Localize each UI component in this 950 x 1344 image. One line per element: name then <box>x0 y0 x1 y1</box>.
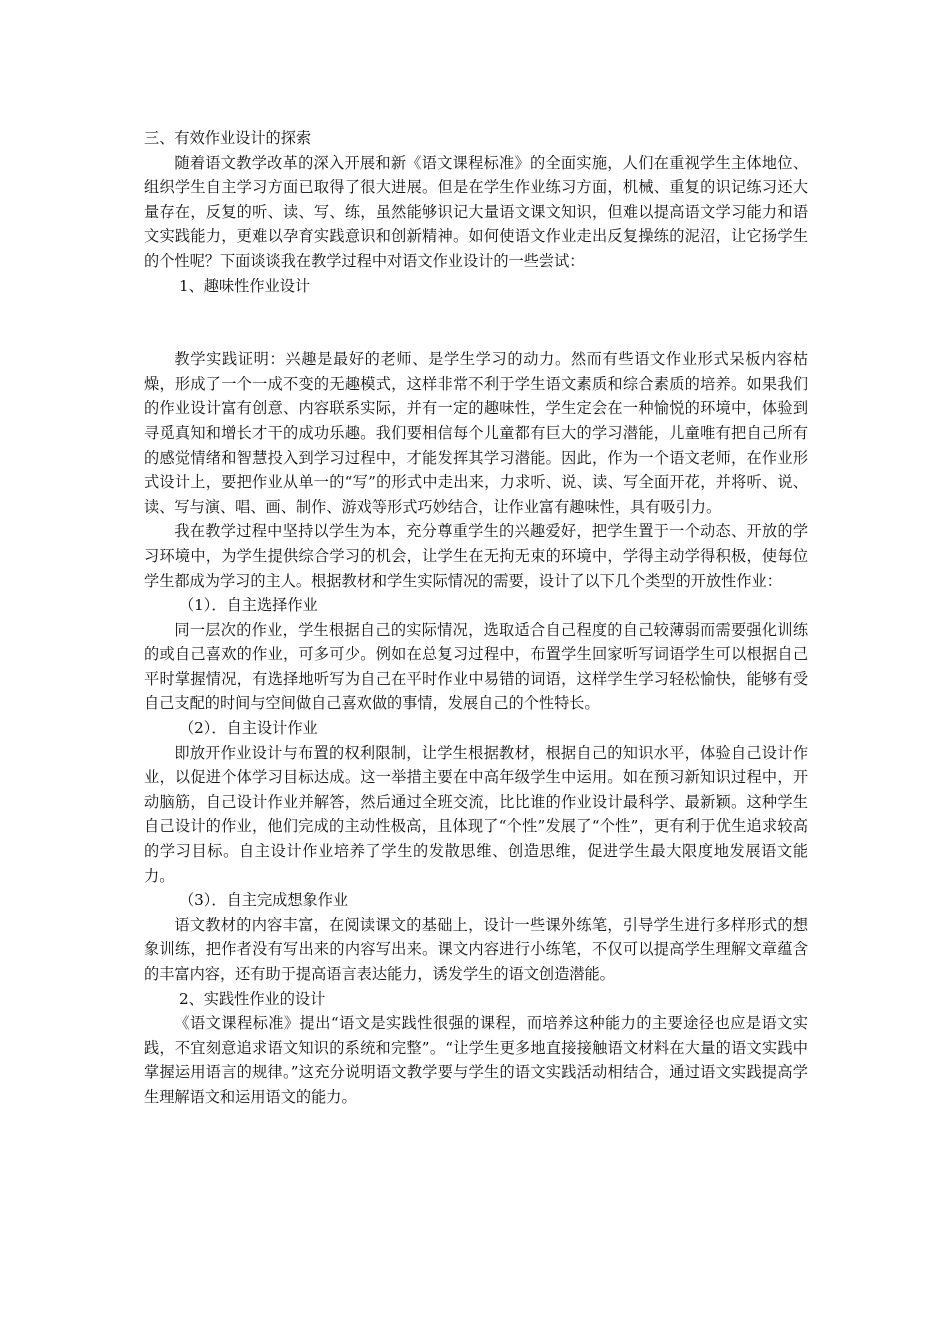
paragraph-imagination: 语文教材的内容丰富，在阅读课文的基础上，设计一些课外练笔，引导学生进行多样形式的想象训练，把作者没有写出来的内容写出来。课文内容进行小练笔，不仅可以提高学生理解文章蕴含的丰富内容，还有助于提高语言表达能力，诱发学生的语文创造潜能。 <box>144 915 808 983</box>
intro-paragraph: 随着语文教学改革的深入开展和新《语文课程标准》的全面实施，人们在重视学生主体地位、组织学生自主学习方面已取得了很大进展。但是在学生作业练习方面，机械、重复的识记练习还大量存在，反复的听、读、写、练，虽然能够识记大量语文课文知识，但难以提高语文学习能力和语文实践能力，更难以孕育实践意识和创新精神。如何使语文作业走出反复操练的泥沼，让它扬学生的个性呢？下面谈谈我在教学过程中对语文作业设计的一些尝试： <box>144 153 808 270</box>
document-body <box>144 126 808 1110</box>
subheading-self-selection: （1）．自主选择作业 <box>178 596 318 615</box>
paragraph-self-selection: 同一层次的作业，学生根据自己的实际情况，选取适合自己程度的自己较薄弱而需要强化训练的或自己喜欢的作业，可多可少。例如在总复习过程中，布置学生回家听写词语学生可以根据自己平时掌握情况，有选择地听写为自己在平时作业中易错的词语，这样学生学习轻松愉快，能够有受自己支配的时间与空间做自己喜欢做的事情，发展自己的个性特长。 <box>144 620 808 713</box>
subheading-self-design: （2）．自主设计作业 <box>178 719 318 738</box>
paragraph-interest: 教学实践证明：兴趣是最好的老师、是学生学习的动力。然而有些语文作业形式呆板内容枯燥，形成了一个一成不变的无趣模式，这样非常不利于学生语文素质和综合素质的培养。如果我们的作业设计富有创意、内容联系实际，并有一定的趣味性，学生定会在一种愉悦的环境中，体验到寻觅真知和增长才干的成功乐趣。我们要相信每个儿童都有巨大的学习潜能，儿童唯有把自己所有的感觉情绪和智慧投入到学习过程中，才能发挥其学习潜能。因此，作为一个语文老师，在作业形式设计上，要把作业从单一的“写”的形式中走出来，力求听、说、读、写全面开花，并将听、说、读、写与演、唱、画、制作、游戏等形式巧妙结合，让作业富有趣味性，具有吸引力。 <box>144 350 808 516</box>
heading-practice-homework: 2、实践性作业的设计 <box>178 989 326 1008</box>
paragraph-self-design: 即放开作业设计与布置的权利限制，让学生根据教材，根据自己的知识水平，体验自己设计作业，以促进个体学习目标达成。这一举措主要在中高年级学生中运用。如在预习新知识过程中，开动脑筋，自己设计作业并解答，然后通过全班交流，比比谁的作业设计最科学、最新颖。这种学生自己设计的作业，他们完成的主动性极高，且体现了“个性”发展了“个性”，更有利于优生追求较高的学习目标。自主设计作业培养了学生的发散思维、创造思维，促进学生最大限度地发展语文能力。 <box>144 743 808 885</box>
paragraph-practice: 《语文课程标准》提出“语文是实践性很强的课程，而培养这种能力的主要途径也应是语文实践，不宜刻意追求语文知识的系统和完整”。“让学生更多地直接接触语文材料在大量的语文实践中掌握运用语言的规律。”这充分说明语文教学要与学生的语文实践活动相结合，通过语文实践提高学生理解语文和运用语文的能力。 <box>144 1014 808 1106</box>
blank-space <box>144 298 808 347</box>
section-title: 三、有效作业设计的探索 <box>144 129 312 147</box>
heading-interest-homework: 1、趣味性作业设计 <box>178 276 311 295</box>
subheading-imagination: （3）．自主完成想象作业 <box>178 891 349 910</box>
paragraph-open-homework: 我在教学过程中坚持以学生为本，充分尊重学生的兴趣爱好，把学生置于一个动态、开放的学习环境中，为学生提供综合学习的机会，让学生在无拘无束的环境中，学得主动学得积极，使每位学生都成为学习的主人。根据教材和学生实际情况的需要，设计了以下几个类型的开放性作业： <box>144 522 808 590</box>
